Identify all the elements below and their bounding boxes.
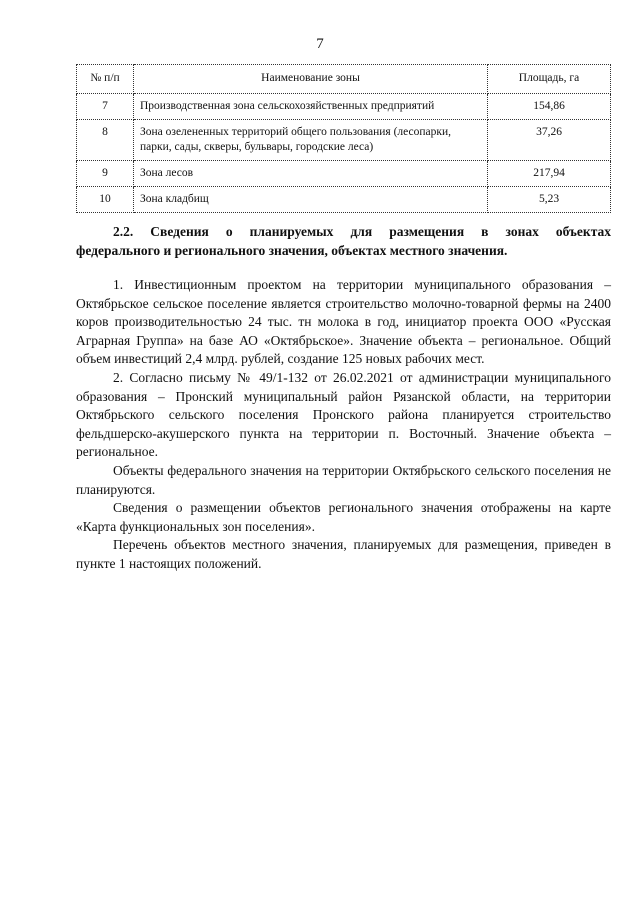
- table-header-row: [77, 65, 611, 94]
- paragraph-feldsher-point: 2. Согласно письму № 49/1-132 от 26.02.2021 от администрации муниципального образования – Пронский муниципальный район Рязанской области, на территории Октябрьского сельского поселения Пронского района планируется строительство фельдшерско-акушерского пункта на территории п. Восточный. Значение объекта – региональное.: [76, 369, 611, 460]
- table-row: [77, 161, 611, 187]
- header-number: № п/п: [77, 65, 134, 94]
- page-number: 7: [316, 36, 324, 52]
- row-zone-name: Зона лесов: [134, 161, 488, 187]
- zones-table: [76, 64, 611, 213]
- section-heading: [76, 222, 611, 260]
- row-area: 37,26: [488, 120, 611, 161]
- header-zone-name: Наименование зоны: [134, 65, 488, 94]
- row-number: 8: [77, 120, 134, 161]
- header-area: Площадь, га: [488, 65, 611, 94]
- paragraph-investment-project: 1. Инвестиционным проектом на территории муниципального образования – Октябрьское сельское поселение является строительство молочно-товарной фермы на 2400 коров производительностью 24 тыс. тн молока в год, инициатор проекта ООО «Русская Аграрная Группа» на базе АО «Октябрьское». Значение объекта – региональное. Общий объем инвестиций 2,4 млрд. рублей, создание 125 новых рабочих мест.: [76, 277, 611, 367]
- row-number: 7: [77, 94, 134, 120]
- paragraph-local-objects: Перечень объектов местного значения, планируемых для размещения, приведен в пункте 1 настоящих положений.: [76, 537, 611, 571]
- row-number: 10: [77, 187, 134, 213]
- row-area: 5,23: [488, 187, 611, 213]
- row-zone-name: Производственная зона сельскохозяйственных предприятий: [134, 94, 488, 120]
- table-row: [77, 187, 611, 213]
- paragraph-federal-objects: Объекты федерального значения на территории Октябрьского сельского поселения не планируются.: [76, 462, 611, 497]
- row-zone-name: Зона озелененных территорий общего пользования (лесопарки, парки, сады, скверы, бульвары, городские леса): [134, 120, 488, 161]
- table-row: [77, 94, 611, 120]
- row-area: 154,86: [488, 94, 611, 120]
- row-area: 217,94: [488, 161, 611, 187]
- section-heading-line1: 2.2. Сведения о планируемых для размещения в зонах объектах: [113, 224, 611, 239]
- table-row: [77, 120, 611, 161]
- row-number: 9: [77, 161, 134, 187]
- row-zone-name: Зона кладбищ: [134, 187, 488, 213]
- section-body: [76, 276, 611, 574]
- section-heading-line2: федерального и регионального значения, объектах местного значения.: [76, 243, 508, 258]
- paragraph-regional-objects-map: Сведения о размещении объектов регионального значения отображены на карте «Карта функциональных зон поселения».: [76, 500, 611, 534]
